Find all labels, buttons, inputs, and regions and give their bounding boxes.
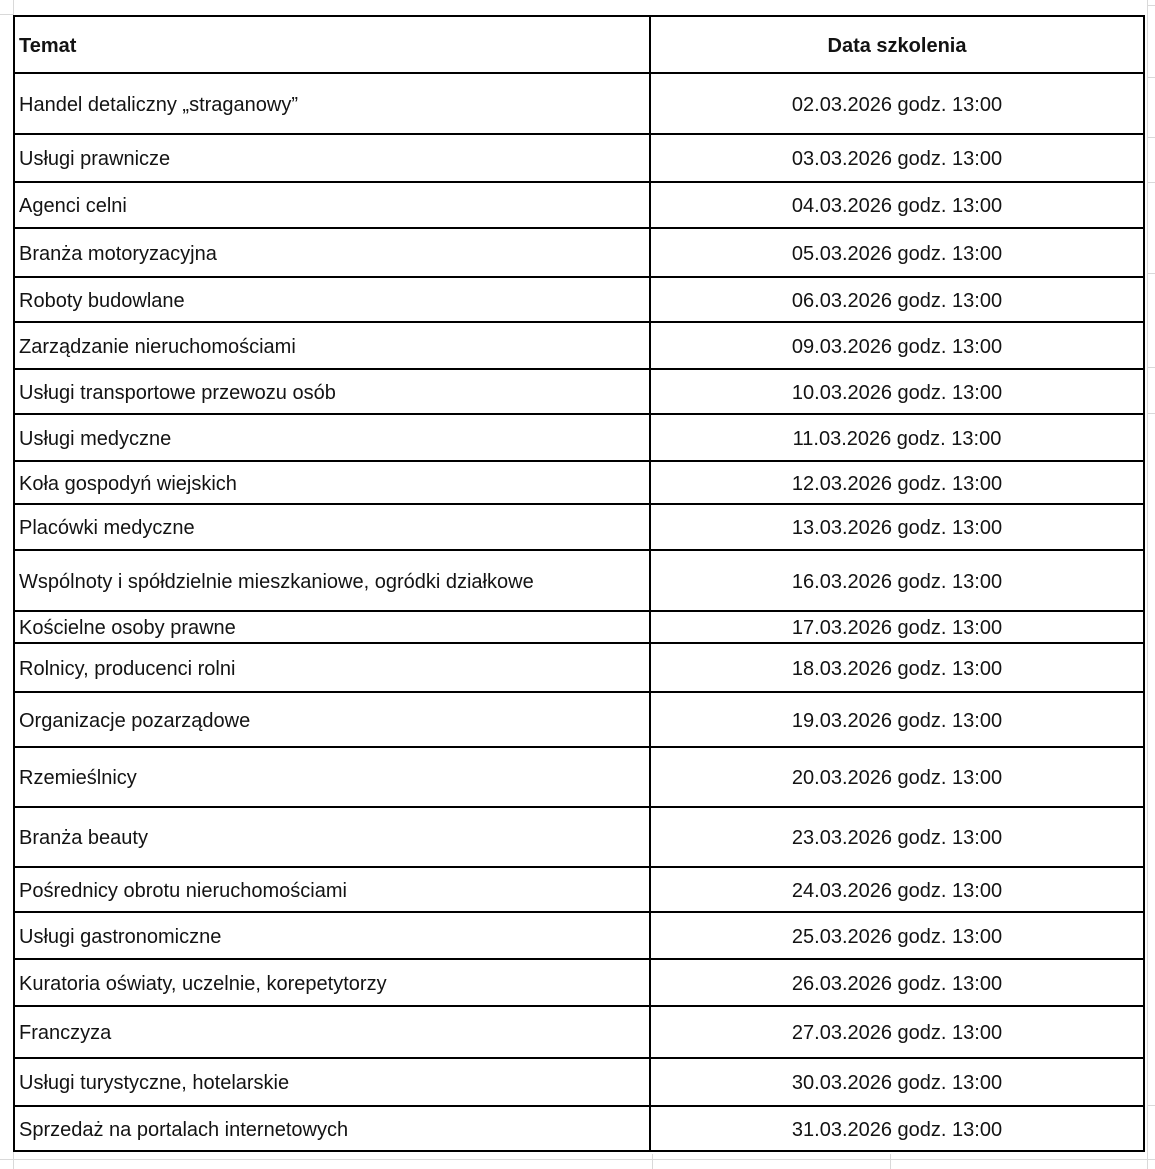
date-text: 12.03.2026 godz. 13:00 <box>791 472 1003 495</box>
gridline <box>1147 367 1155 368</box>
table-row <box>15 868 1143 913</box>
topic-text: Handel detaliczny „straganowy” <box>19 93 299 116</box>
date-text: 11.03.2026 godz. 13:00 <box>792 427 1002 450</box>
topic-text: Usługi gastronomiczne <box>19 925 222 948</box>
header-topic-label: Temat <box>19 34 77 57</box>
topic-text: Koła gospodyń wiejskich <box>19 472 237 495</box>
table-row <box>15 913 1143 960</box>
date-cell[interactable] <box>651 868 1143 911</box>
table-row <box>15 1059 1143 1107</box>
date-text: 13.03.2026 godz. 13:00 <box>791 517 1003 539</box>
table-row <box>15 612 1143 644</box>
topic-text: Kuratoria oświaty, uczelnie, korepetytorzy <box>19 972 387 995</box>
table-row <box>15 278 1143 323</box>
gridline <box>1147 137 1155 138</box>
date-text: 23.03.2026 godz. 13:00 <box>791 827 1003 849</box>
topic-cell[interactable] <box>15 960 651 1005</box>
header-cell-date[interactable] <box>651 17 1143 72</box>
topic-text: Usługi transportowe przewozu osób <box>19 381 336 404</box>
gridline <box>0 14 13 15</box>
date-cell[interactable] <box>651 183 1143 227</box>
gridline <box>1147 77 1155 78</box>
table-row <box>15 323 1143 370</box>
table-header-row <box>15 17 1143 74</box>
topic-text: Placówki medyczne <box>19 517 195 539</box>
topic-cell[interactable] <box>15 693 651 746</box>
header-cell-topic[interactable] <box>15 17 651 72</box>
date-cell[interactable] <box>651 913 1143 958</box>
date-cell[interactable] <box>651 612 1143 642</box>
topic-text: Rzemieślnicy <box>19 767 137 789</box>
date-text: 17.03.2026 godz. 13:00 <box>791 617 1003 639</box>
topic-cell[interactable] <box>15 74 651 133</box>
topic-cell[interactable] <box>15 323 651 368</box>
date-cell[interactable] <box>651 1107 1143 1150</box>
date-text: 16.03.2026 godz. 13:00 <box>791 570 1003 593</box>
gridline <box>1147 182 1155 183</box>
topic-cell[interactable] <box>15 505 651 549</box>
topic-cell[interactable] <box>15 808 651 866</box>
topic-cell[interactable] <box>15 748 651 806</box>
topic-text: Organizacje pozarządowe <box>19 709 251 732</box>
topic-cell[interactable] <box>15 415 651 460</box>
date-cell[interactable] <box>651 278 1143 321</box>
table-row <box>15 74 1143 135</box>
gridline <box>1147 0 1148 1169</box>
table-row <box>15 1007 1143 1059</box>
date-text: 06.03.2026 godz. 13:00 <box>791 289 1003 312</box>
topic-text: Roboty budowlane <box>19 289 185 312</box>
gridline <box>1147 5 1155 6</box>
topic-cell[interactable] <box>15 612 651 642</box>
topic-text: Branża motoryzacyjna <box>19 242 217 265</box>
topic-text: Franczyza <box>19 1022 112 1044</box>
gridline <box>890 1154 891 1169</box>
date-cell[interactable] <box>651 693 1143 746</box>
gridline <box>1147 413 1155 414</box>
date-cell[interactable] <box>651 505 1143 549</box>
topic-cell[interactable] <box>15 183 651 227</box>
topic-cell[interactable] <box>15 1059 651 1105</box>
topic-cell[interactable] <box>15 551 651 610</box>
gridline <box>1147 1105 1155 1106</box>
date-text: 10.03.2026 godz. 13:00 <box>791 381 1003 404</box>
table-row <box>15 229 1143 278</box>
topic-text: Pośrednicy obrotu nieruchomościami <box>19 879 347 902</box>
topic-cell[interactable] <box>15 135 651 181</box>
date-cell[interactable] <box>651 462 1143 503</box>
date-cell[interactable] <box>651 135 1143 181</box>
date-cell[interactable] <box>651 74 1143 133</box>
topic-text: Branża beauty <box>19 827 148 849</box>
date-cell[interactable] <box>651 808 1143 866</box>
topic-text: Zarządzanie nieruchomościami <box>19 335 296 358</box>
table-row <box>15 693 1143 748</box>
topic-text: Usługi medyczne <box>19 427 172 450</box>
topic-cell[interactable] <box>15 462 651 503</box>
table-row <box>15 135 1143 183</box>
date-cell[interactable] <box>651 748 1143 806</box>
topic-cell[interactable] <box>15 370 651 413</box>
date-text: 09.03.2026 godz. 13:00 <box>791 335 1003 358</box>
header-date-label: Data szkolenia <box>827 34 967 57</box>
table-row <box>15 808 1143 868</box>
topic-text: Usługi prawnicze <box>19 148 171 170</box>
date-text: 03.03.2026 godz. 13:00 <box>791 148 1003 170</box>
date-cell[interactable] <box>651 323 1143 368</box>
topic-cell[interactable] <box>15 278 651 321</box>
table-row <box>15 644 1143 693</box>
topic-text: Wspólnoty i spółdzielnie mieszkaniowe, ogródki działkowe <box>19 570 534 593</box>
gridline <box>652 1154 653 1169</box>
topic-text: Usługi turystyczne, hotelarskie <box>19 1072 290 1094</box>
date-text: 24.03.2026 godz. 13:00 <box>791 879 1003 902</box>
topic-cell[interactable] <box>15 1107 651 1150</box>
table-row <box>15 960 1143 1007</box>
date-cell[interactable] <box>651 960 1143 1005</box>
topic-cell[interactable] <box>15 1007 651 1057</box>
date-text: 30.03.2026 godz. 13:00 <box>791 1072 1003 1094</box>
table-row <box>15 748 1143 808</box>
topic-cell[interactable] <box>15 229 651 276</box>
training-schedule-table <box>13 15 1145 1152</box>
gridline <box>0 1159 1155 1160</box>
gridline <box>13 0 14 15</box>
date-cell[interactable] <box>651 229 1143 276</box>
topic-text: Sprzedaż na portalach internetowych <box>19 1118 349 1141</box>
date-cell[interactable] <box>651 415 1143 460</box>
table-row <box>15 1107 1143 1150</box>
date-cell[interactable] <box>651 644 1143 691</box>
table-row <box>15 462 1143 505</box>
date-text: 27.03.2026 godz. 13:00 <box>791 1022 1003 1044</box>
topic-cell[interactable] <box>15 868 651 911</box>
date-cell[interactable] <box>651 551 1143 610</box>
gridline <box>1147 273 1155 274</box>
date-text: 26.03.2026 godz. 13:00 <box>791 972 1003 995</box>
table-row <box>15 415 1143 462</box>
table-row <box>15 551 1143 612</box>
topic-text: Rolnicy, producenci rolni <box>19 657 236 680</box>
gridline <box>13 1152 14 1169</box>
date-text: 18.03.2026 godz. 13:00 <box>791 657 1003 680</box>
table-row <box>15 505 1143 551</box>
table-row <box>15 370 1143 415</box>
date-text: 19.03.2026 godz. 13:00 <box>791 709 1003 732</box>
date-cell[interactable] <box>651 1059 1143 1105</box>
date-cell[interactable] <box>651 1007 1143 1057</box>
date-text: 02.03.2026 godz. 13:00 <box>791 93 1003 116</box>
date-text: 20.03.2026 godz. 13:00 <box>791 767 1003 789</box>
date-text: 04.03.2026 godz. 13:00 <box>791 195 1003 217</box>
date-text: 05.03.2026 godz. 13:00 <box>791 242 1003 265</box>
table-row <box>15 183 1143 229</box>
topic-text: Kościelne osoby prawne <box>19 617 236 639</box>
topic-cell[interactable] <box>15 644 651 691</box>
date-text: 25.03.2026 godz. 13:00 <box>791 925 1003 948</box>
topic-cell[interactable] <box>15 913 651 958</box>
date-text: 31.03.2026 godz. 13:00 <box>791 1118 1003 1141</box>
date-cell[interactable] <box>651 370 1143 413</box>
topic-text: Agenci celni <box>19 195 127 217</box>
